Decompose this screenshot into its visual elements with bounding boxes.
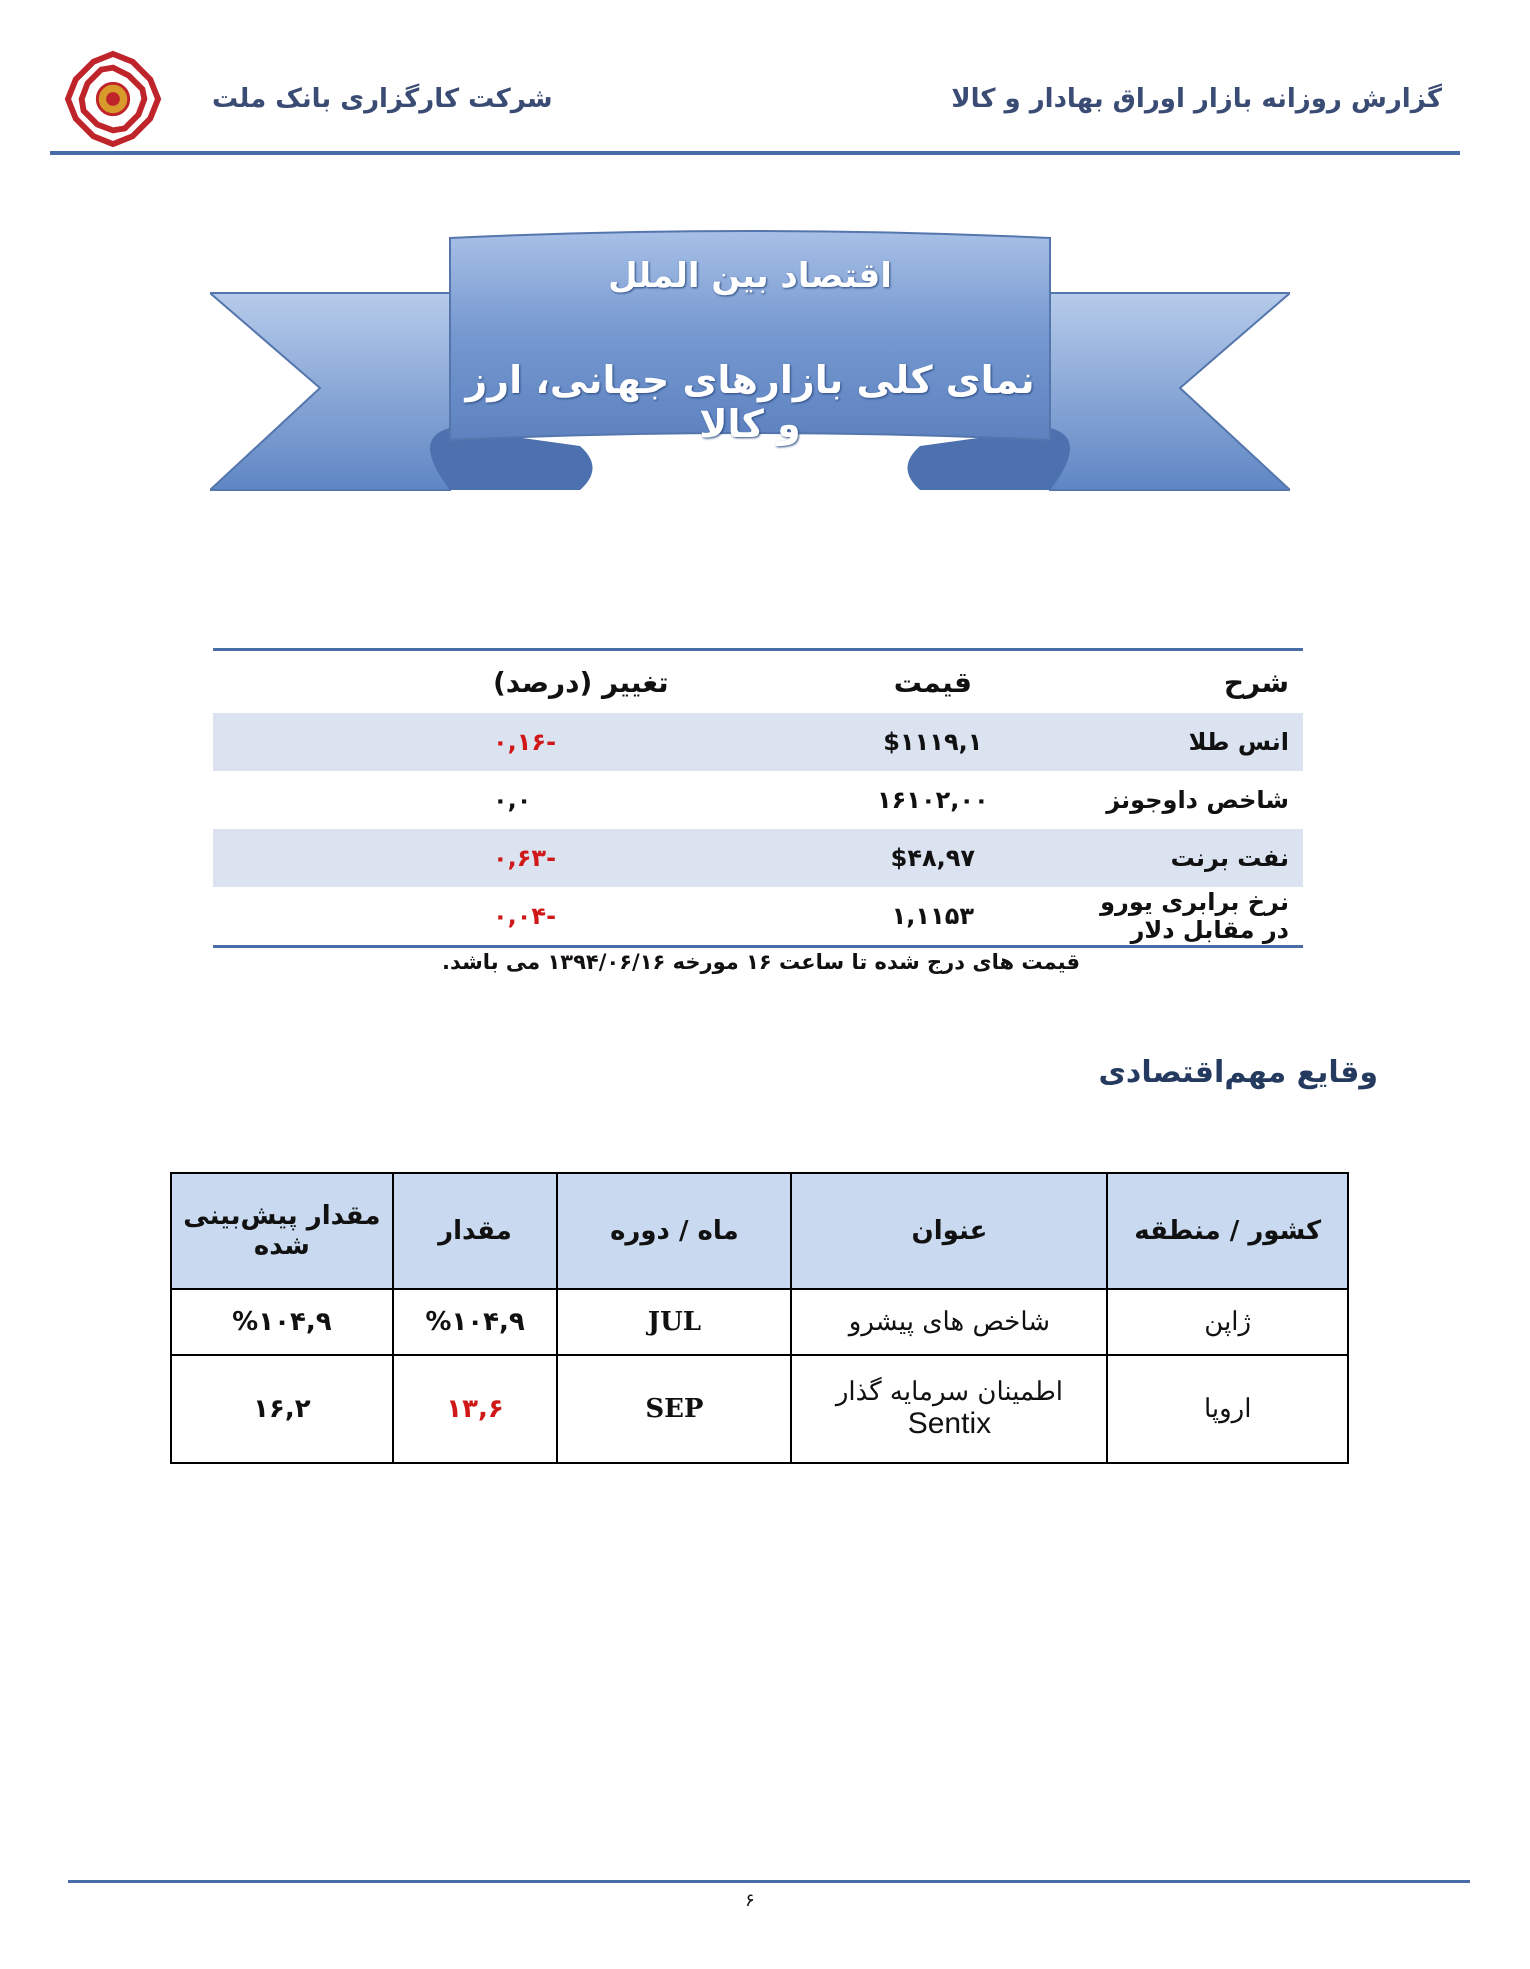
header-value: مقدار [393,1173,558,1289]
header-period: ماه / دوره [557,1173,791,1289]
event-forecast: %۱۰۴,۹ [171,1289,393,1355]
header-price: قیمت [893,665,972,699]
event-title: اطمینان سرمایه گذار [835,1377,1064,1407]
events-section-title: وقایع مهم‌اقتصادی [1098,1055,1378,1090]
event-country: ژاپن [1107,1289,1348,1355]
event-title-cell [791,1355,1107,1463]
table-row [171,1355,1348,1463]
header-title: عنوان [791,1173,1107,1289]
row-change: ۰,۰ [493,786,532,814]
row-price: $۴۸,۹۷ [799,829,1067,887]
row-price: $۱۱۱۹,۱ [799,713,1067,771]
company-name: شرکت کارگزاری بانک ملت [212,84,553,114]
banner-subtitle: نمای کلی بازارهای جهانی، ارز و کالا [465,358,1035,446]
header-country: کشور / منطقه [1107,1173,1348,1289]
row-desc: نفت برنت [1067,829,1303,887]
event-period: SEP [557,1355,791,1463]
header-divider [50,151,1460,155]
row-desc: نرخ برابری یورو در مقابل دلار [1100,888,1289,944]
table-row [171,1289,1348,1355]
row-desc: شاخص داوجونز [1106,786,1289,814]
header-desc: شرح [1223,665,1289,699]
footer-divider [68,1880,1470,1883]
event-title: شاخص های پیشرو [791,1289,1107,1355]
table-row [213,771,1303,829]
row-change: -۰,۰۴ [493,902,557,930]
market-overview-table [213,648,1303,948]
table-row [213,887,1303,947]
row-desc: انس طلا [1067,713,1303,771]
table-header-row [213,650,1303,714]
event-period: JUL [557,1289,791,1355]
row-change: -۰,۶۳ [213,829,799,887]
table-row [213,829,1303,887]
event-country: اروپا [1107,1355,1348,1463]
row-change: -۰,۱۶ [213,713,799,771]
price-timestamp-note: قیمت های درج شده تا ساعت ۱۶ مورخه ۱۳۹۴/۰۶/۱۶ می باشد. [442,950,1080,974]
event-forecast: ۱۶,۲ [171,1355,393,1463]
economic-events-table [170,1172,1349,1464]
row-price: ۱,۱۱۵۳ [891,902,975,930]
event-value: ۱۳,۶ [393,1355,558,1463]
row-price: ۱۶۱۰۲,۰۰ [877,786,989,814]
event-title-extra: Sentix [907,1407,992,1440]
company-logo-icon [64,50,162,148]
header-change: تغییر (درصد) [493,665,669,699]
event-value: %۱۰۴,۹ [393,1289,558,1355]
banner-title: اقتصاد بین الملل [608,256,892,296]
page-number: ۶ [745,1890,755,1911]
report-title: گزارش روزانه بازار اوراق بهادار و کالا [951,84,1442,114]
table-header-row [171,1173,1348,1289]
table-row [213,713,1303,771]
header-forecast: مقدار پیش‌بینی شده [171,1173,393,1289]
